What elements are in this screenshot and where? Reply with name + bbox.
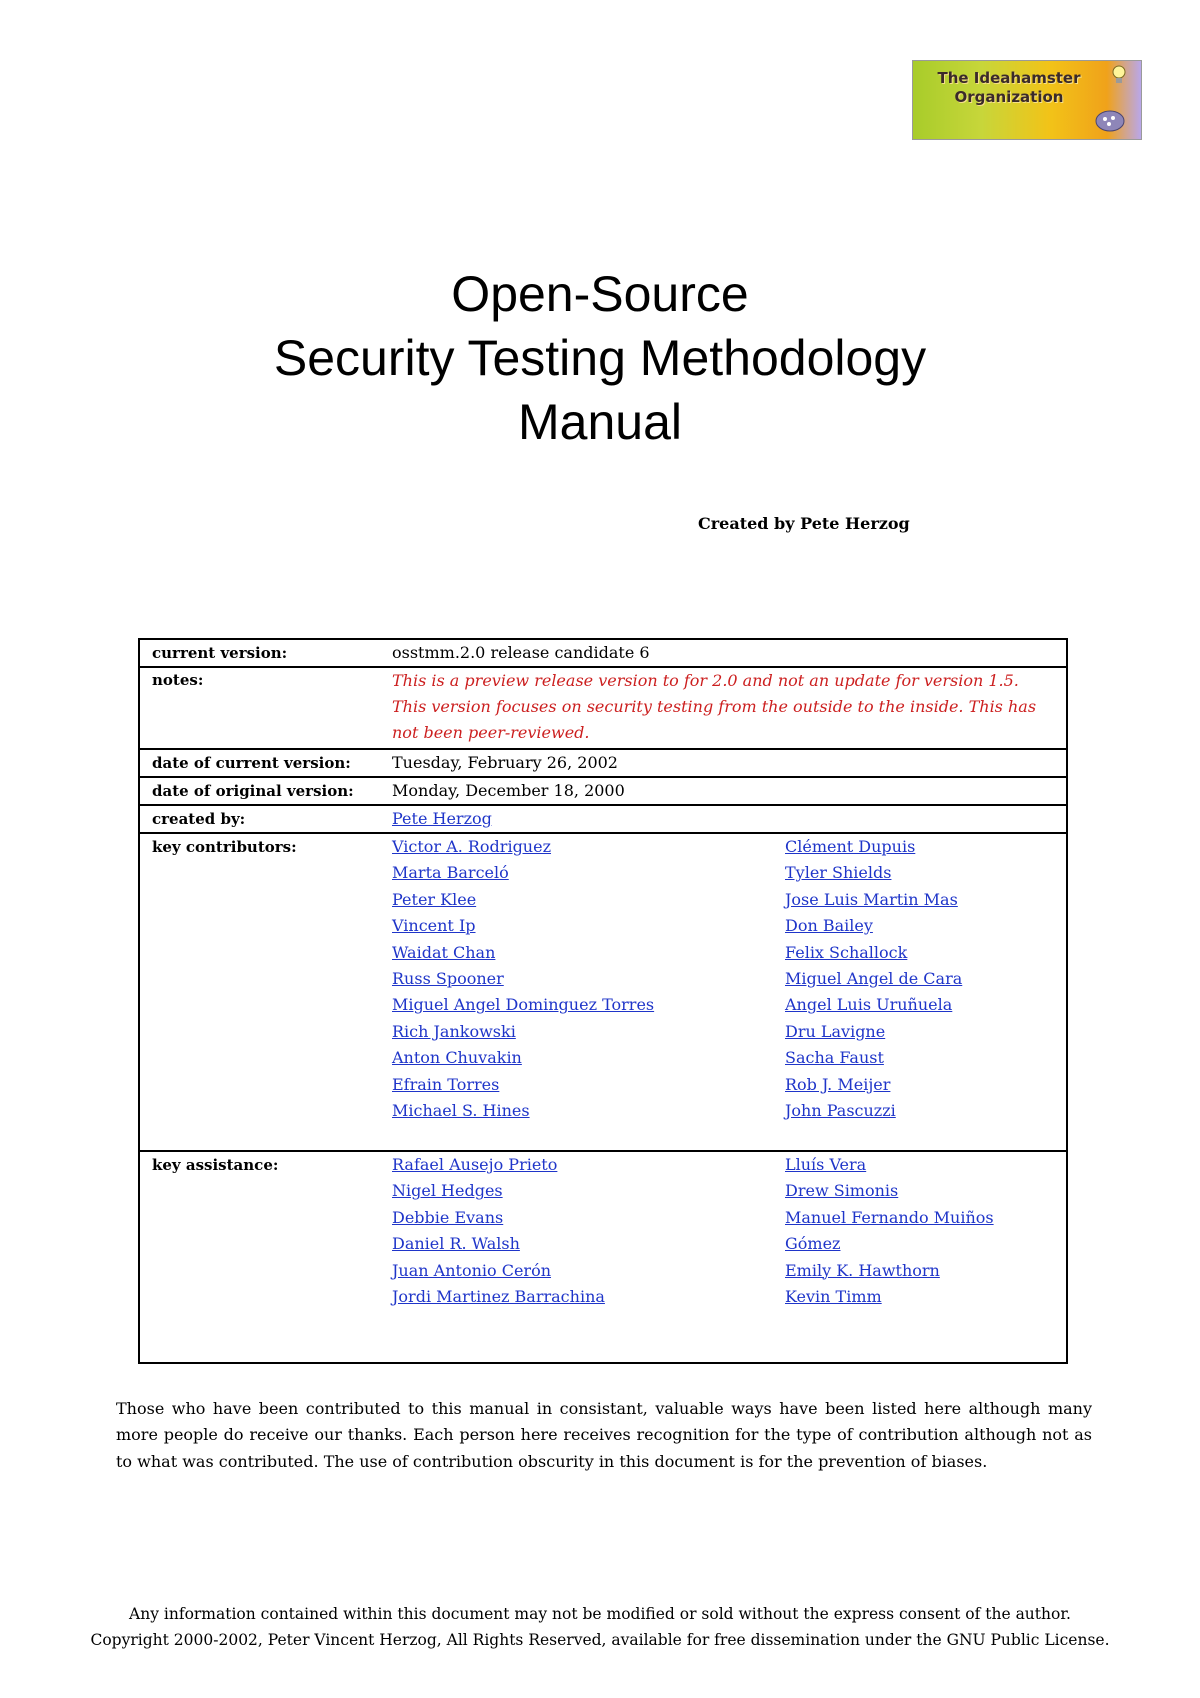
contributor-link[interactable]: Russ Spooner	[392, 969, 504, 989]
row-current-version	[140, 640, 1066, 668]
assistant-link[interactable]: Lluís Vera	[785, 1155, 867, 1174]
created-by-line: Created by Pete Herzog	[698, 514, 910, 533]
title-line-2: Security Testing Methodology	[273, 330, 927, 386]
contributor-link[interactable]: Tyler Shields	[785, 863, 892, 883]
assistant-link[interactable]: Rafael Ausejo Prieto	[392, 1155, 558, 1174]
current-version-label: current version:	[152, 644, 288, 662]
row-date-current	[140, 750, 1066, 778]
contributor-link[interactable]: Jose Luis Martin Mas	[785, 889, 958, 909]
key-assistance-column-1	[392, 1152, 605, 1310]
row-date-original	[140, 778, 1066, 806]
contributor-link[interactable]: Marta Barceló	[392, 863, 509, 883]
lightbulb-icon	[1111, 64, 1127, 86]
contributor-link[interactable]: Michael S. Hines	[392, 1101, 530, 1121]
assistant-link[interactable]: Juan Antonio Cerón	[392, 1260, 552, 1280]
row-key-contributors	[140, 834, 1066, 1152]
contributor-link[interactable]: Dru Lavigne	[785, 1021, 886, 1041]
contributor-link[interactable]: Clément Dupuis	[785, 837, 916, 856]
contributors-note-paragraph: Those who have been contributed to this manual in consistant, valuable ways have been listed here although many more people do receive our thanks. Each person here receives recognition for the type of contribution although not as to what was contributed. The use of contribution obscurity in this document is for the prevention of biases.	[116, 1399, 1092, 1471]
created-by-link[interactable]: Pete Herzog	[392, 809, 492, 828]
contributor-link[interactable]: Rob J. Meijer	[785, 1074, 891, 1094]
assistant-link[interactable]: Gómez	[785, 1234, 841, 1254]
copyright-footer	[0, 1601, 1200, 1653]
contributor-link[interactable]: Angel Luis Uruñuela	[785, 995, 953, 1015]
assistant-link[interactable]: Manuel Fernando Muiños	[785, 1207, 994, 1227]
contributor-link[interactable]: Don Bailey	[785, 916, 873, 936]
assistant-link[interactable]: Jordi Martinez Barrachina	[392, 1287, 605, 1307]
key-assistance-column-2	[785, 1152, 994, 1310]
date-current-label: date of current version:	[152, 754, 351, 772]
row-created-by	[140, 806, 1066, 834]
contributor-link[interactable]: Victor A. Rodriguez	[392, 837, 552, 856]
contributor-link[interactable]: Miguel Angel Dominguez Torres	[392, 995, 655, 1015]
key-assistance-label: key assistance:	[152, 1156, 279, 1174]
footer-line-2: Copyright 2000-2002, Peter Vincent Herzog, All Rights Reserved, available for free dissemination under the GNU Public License.	[90, 1631, 1110, 1649]
logo-line-1: The Ideahamster	[937, 69, 1081, 87]
title-line-1: Open-Source	[451, 266, 749, 322]
current-version-value: osstmm.2.0 release candidate 6	[392, 643, 650, 662]
assistant-link[interactable]: Drew Simonis	[785, 1181, 899, 1201]
key-contributors-column-1	[392, 834, 654, 1124]
created-by-label: created by:	[152, 810, 246, 828]
assistant-link[interactable]: Nigel Hedges	[392, 1181, 503, 1201]
key-contributors-label: key contributors:	[152, 838, 297, 856]
contributor-link[interactable]: Rich Jankowski	[392, 1021, 516, 1041]
document-title	[0, 262, 1200, 454]
date-original-value: Monday, December 18, 2000	[392, 781, 625, 800]
hamster-icon	[1093, 107, 1127, 133]
notes-label: notes:	[152, 671, 204, 689]
contributor-link[interactable]: Anton Chuvakin	[392, 1048, 522, 1068]
contributor-link[interactable]: John Pascuzzi	[785, 1101, 896, 1121]
organization-logo	[912, 60, 1142, 140]
assistant-link[interactable]: Kevin Timm	[785, 1287, 882, 1307]
document-info-table	[138, 638, 1068, 1364]
logo-text	[919, 69, 1099, 107]
contributor-link[interactable]: Vincent Ip	[392, 916, 476, 936]
date-original-label: date of original version:	[152, 782, 354, 800]
notes-value: This is a preview release version to for 2.0 and not an update for version 1.5. This version focuses on security testing from the outside to the inside. This has not been peer-reviewed.	[392, 671, 1037, 742]
assistant-link[interactable]: Daniel R. Walsh	[392, 1234, 520, 1254]
row-notes	[140, 668, 1066, 750]
contributor-link[interactable]: Waidat Chan	[392, 942, 496, 962]
title-line-3: Manual	[518, 394, 682, 450]
contributor-link[interactable]: Felix Schallock	[785, 942, 908, 962]
assistant-link[interactable]: Debbie Evans	[392, 1207, 504, 1227]
row-key-assistance	[140, 1152, 1066, 1362]
key-contributors-column-2	[785, 834, 962, 1124]
contributor-link[interactable]: Miguel Angel de Cara	[785, 969, 963, 989]
logo-line-2: Organization	[954, 88, 1064, 106]
date-current-value: Tuesday, February 26, 2002	[392, 753, 618, 772]
assistant-link[interactable]: Emily K. Hawthorn	[785, 1260, 940, 1280]
contributor-link[interactable]: Efrain Torres	[392, 1074, 500, 1094]
contributor-link[interactable]: Peter Klee	[392, 889, 477, 909]
footer-line-1: Any information contained within this document may not be modified or sold without the express consent of the author.	[129, 1605, 1071, 1623]
contributor-link[interactable]: Sacha Faust	[785, 1048, 884, 1068]
